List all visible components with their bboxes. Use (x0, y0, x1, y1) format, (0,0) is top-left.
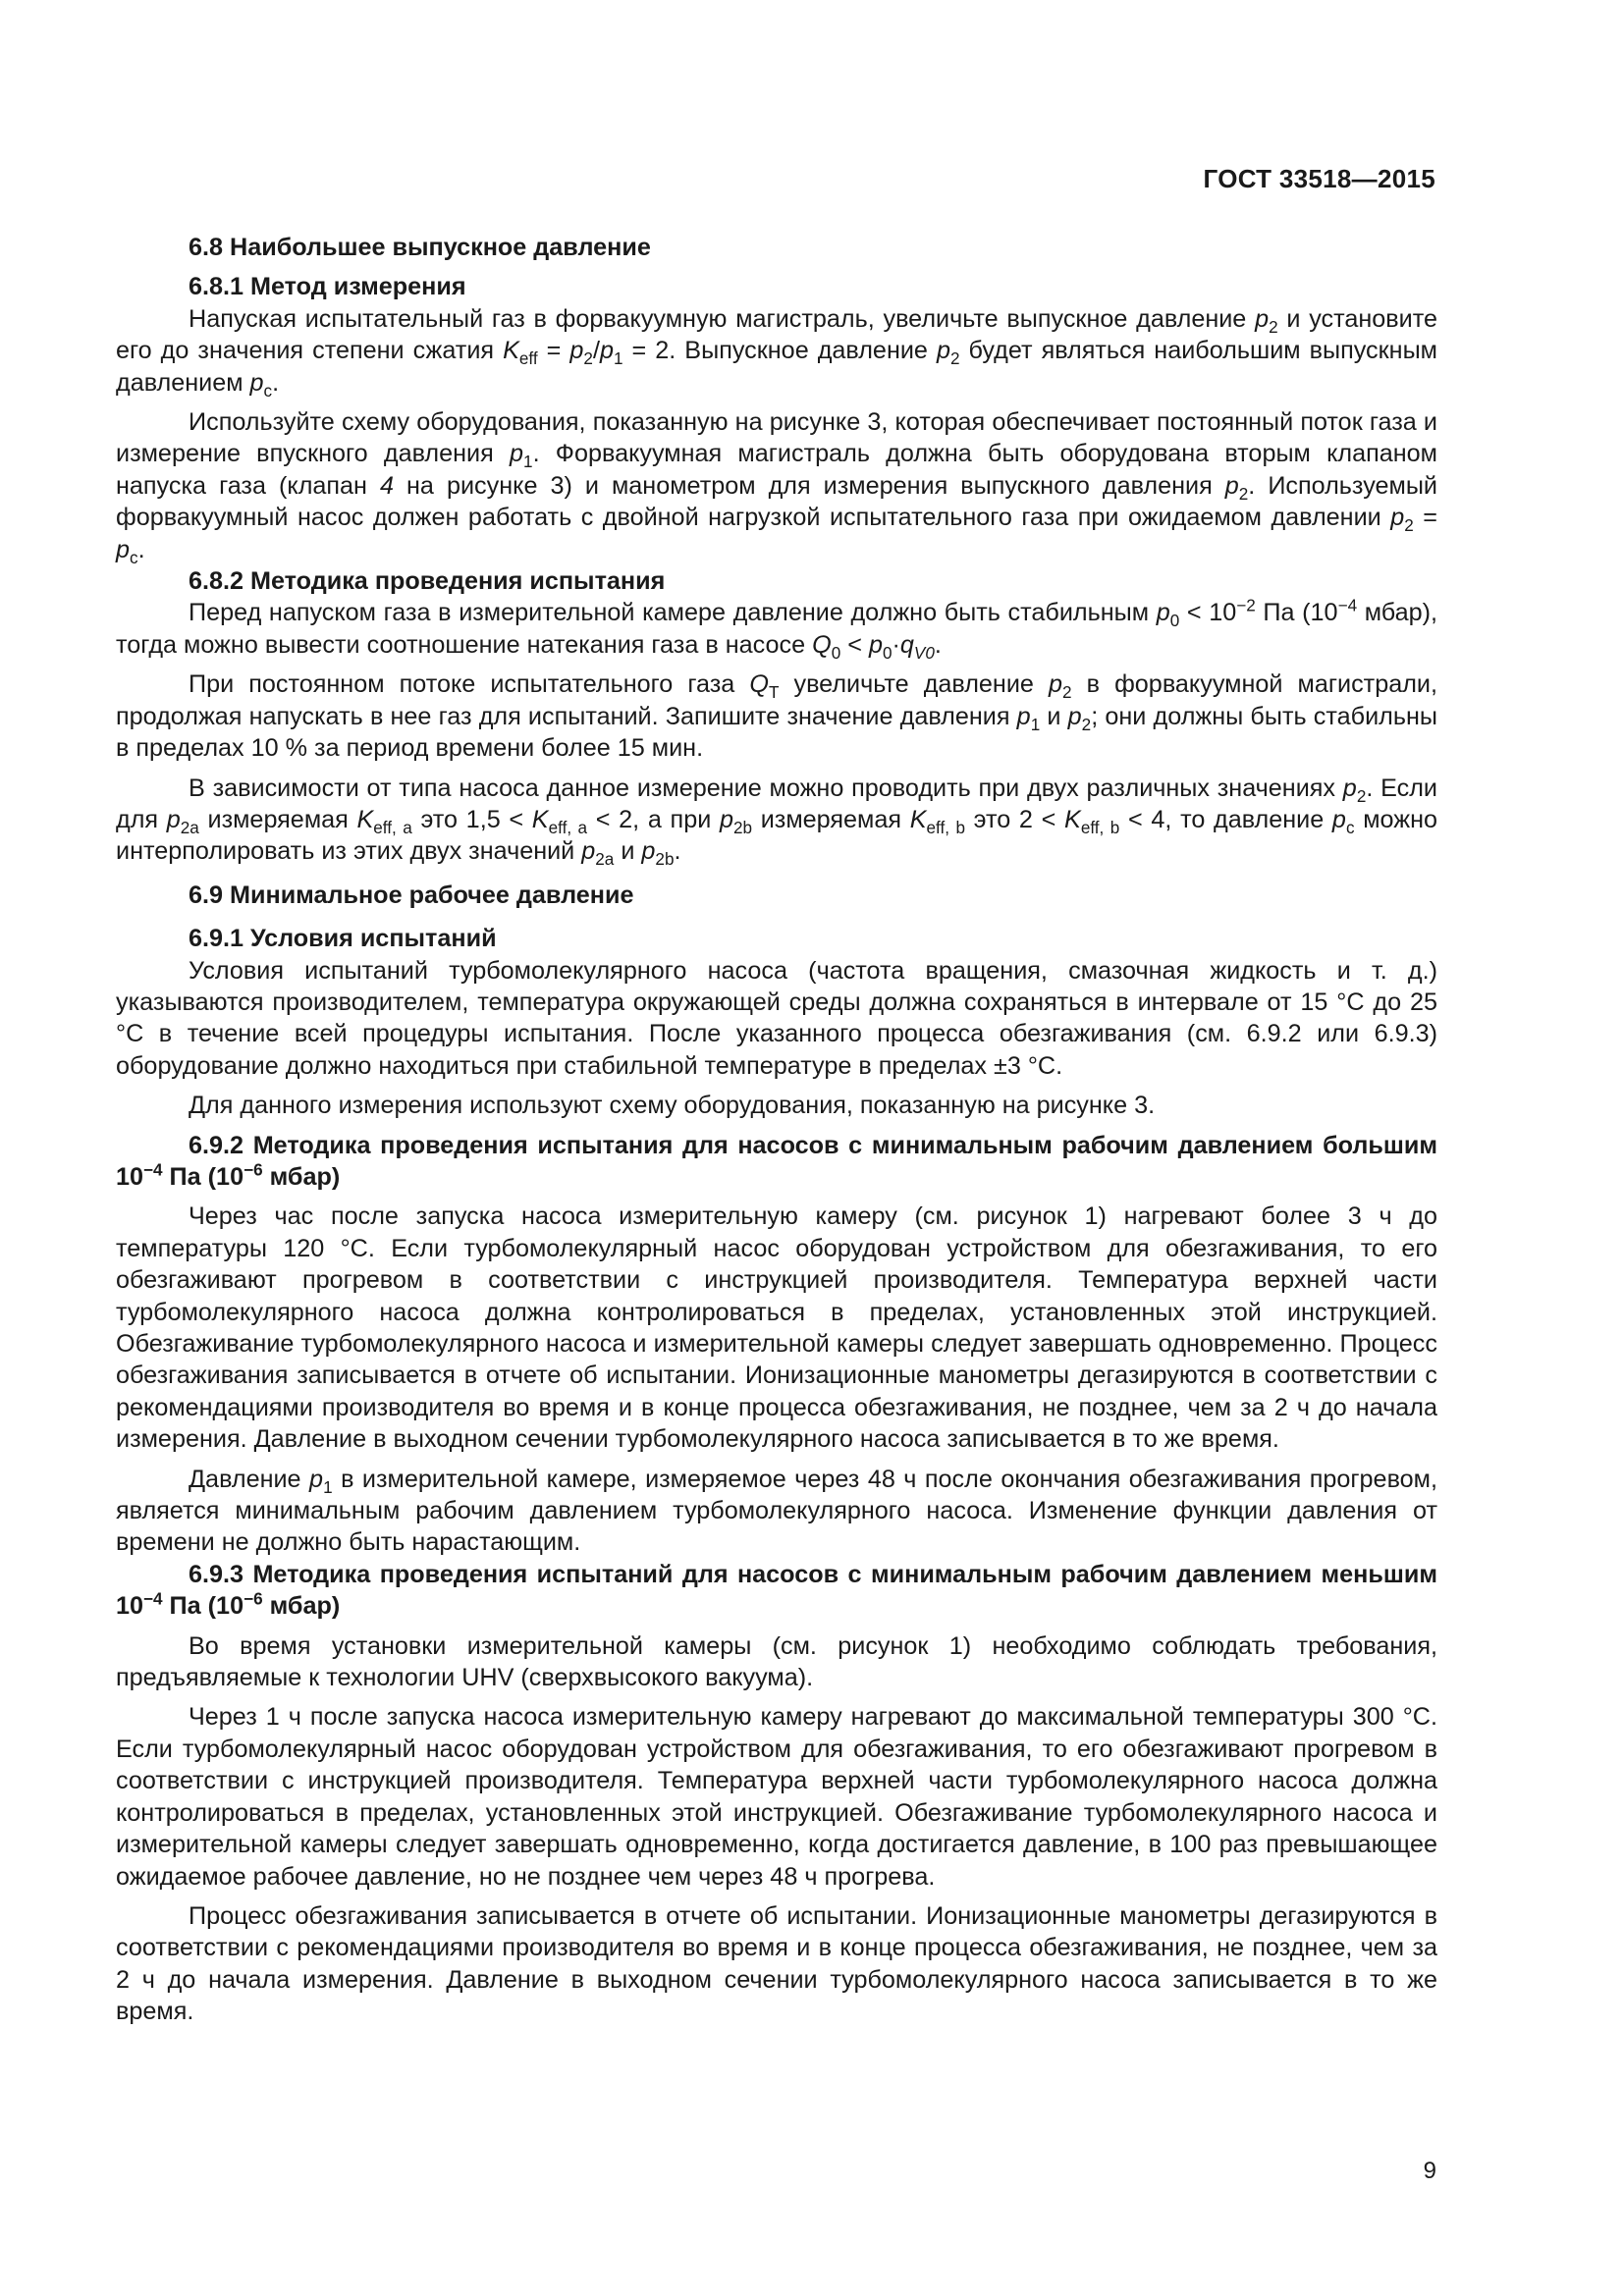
paragraph-6-8-2-1: Перед напуском газа в измерительной камере давление должно быть стабильным $p_0 < 10^{-2}$ Па ($10^{-4}$ мбар), тогда можно вывести соотношение натекания газа в насосе $Q_0 < p_0\cdot q_{V0}$. (116, 596, 1438, 663)
paragraph-6-9-3-2: Через 1 ч после запуска насоса измерительную камеру нагревают до максимальной температуры 300 °С. Если турбомолекулярный насос оборудован устройством для обезгаживания, то его обезгаживают прогревом в соответствии с инструкцией производителя. Температура верхней части турбомолекулярного насоса должна контролироваться в пределах, установленных этой инструкцией. Обезгаживание турбомолекулярного насоса и измерительной камеры следует завершать одновременно, когда достигается давление, в 100 раз превышающее ожидаемое рабочее давление, но не позднее чем через 48 ч прогрева. (116, 1703, 1437, 1891)
paragraph-6-9-2-1: Через час после запуска насоса измерительную камеру (см. рисунок 1) нагревают более 3 ч до температуры 120 °С. Если турбомолекулярный насос оборудован устройством для обезгаживания, то его обезгаживают прогревом в соответствии с инструкцией производителя. Температура верхней части турбомолекулярного насоса должна контролироваться в пределах, установленных этой инструкцией. Обезгаживание турбомолекулярного насоса и измерительной камеры следует завершать одновременно. Процесс обезгаживания записывается в отчете об испытании. Ионизационные манометры дегазируются в соответствии с рекомендациями производителя во время и в конце процесса обезгаживания, не позднее, чем за 2 ч до начала измерения. Давление в выходном сечении турбомолекулярного насоса записывается в то же время. (116, 1202, 1437, 1454)
paragraph-6-9-1-1: Условия испытаний турбомолекулярного насоса (частота вращения, смазочная жидкость и т. д.) указываются производителем, температура окружающей среды должна сохраняться в интервале от 15 °С до 25 °С в течение всей процедуры испытания. После указанного процесса обезгаживания (см. 6.9.2 или 6.9.3) оборудование должно находиться при стабильной температуре в пределах ±3 °С. (116, 956, 1437, 1080)
section-heading-6-9-2: 6.9.2 Методика проведения испытания для насосов с минимальным рабочим давлением большим $10^{-4}$ Па ($10^{-6}$ мбар) (116, 1131, 1437, 1191)
paragraph-6-9-3-1: Во время установки измерительной камеры (см. рисунок 1) необходимо соблюдать требования, предъявляемые к технологии UHV (сверхвысокого вакуума). (116, 1631, 1437, 1692)
paragraph-6-9-3-3: Процесс обезгаживания записывается в отчете об испытании. Ионизационные манометры дегазируются в соответствии с рекомендациями производителя во время и в конце процесса обезгаживания, не позднее, чем за 2 ч до начала измерения. Давление в выходном сечении турбомолекулярного насоса записывается в то же время. (116, 1901, 1437, 2026)
page-number: 9 (1423, 2158, 1436, 2184)
paragraph-6-8-1-2: Используйте схему оборудования, показанную на рисунке 3, которая обеспечивает постоянный поток газа и измерение впускного давления $p_1$. Форвакуумная магистраль должна быть оборудована вторым клапаном напуска газа (клапан 4 на рисунке 3) и манометром для измерения выпускного давления $p_2$. Используемый форвакуумный насос должен работать с двойной нагрузкой испытательного газа при ожидаемом давлении $p_2 = p_с$. (116, 408, 1438, 567)
paragraph-6-9-2-2: Давление $p_1$ в измерительной камере, измеряемое через 48 ч после окончания обезгаживания прогревом, является минимальным рабочим давлением турбомолекулярного насоса. Изменение функции давления от времени не должно быть нарастающим. (116, 1465, 1437, 1557)
paragraph-6-9-1-2: Для данного измерения используют схему оборудования, показанную на рисунке 3. (189, 1092, 1156, 1120)
paragraph-6-8-2-3: В зависимости от типа насоса данное измерение можно проводить при двух различных значениях $p_2$. Если для $p_{2a}$ измеряемая $K_{eff, a}$ это $1,5 < K_{eff, a} < 2$, а при $p_{2b}$ измеряемая $K_{eff, b}$ это $2 < K_{eff, b} < 4$, то давление $p_с$ можно интерполировать из этих двух значений $p_{2a}$ и $p_{2b}$. (116, 774, 1437, 870)
paragraph-6-8-1-1: Напуская испытательный газ в форвакуумную магистраль, увеличьте выпускное давление $p_2$ и установите его до значения степени сжатия $K_{eff} = p_2/p_1 = 2$. Выпускное давление $p_2$ будет являться наибольшим выпускным давлением $p_с$. (116, 304, 1437, 400)
section-heading-6-8-2: 6.8.2 Методика проведения испытания (189, 567, 666, 596)
page-content (116, 232, 1437, 2028)
paragraph-6-8-2-2: При постоянном потоке испытательного газа $Q_T$ увеличьте давление $p_2$ в форвакуумной магистрали, продолжая напускать в нее газ для испытаний. Запишите значение давления $p_1$ и $p_2$; они должны быть стабильны в пределах 10 % за период времени более 15 мин. (116, 670, 1437, 763)
section-heading-6-9-3: 6.9.3 Методика проведения испытаний для насосов с минимальным рабочим давлением меньшим $10^{-4}$ Па ($10^{-6}$ мбар) (116, 1560, 1437, 1621)
section-heading-6-9: 6.9 Минимальное рабочее давление (189, 881, 634, 909)
section-heading-6-9-1: 6.9.1 Условия испытаний (189, 925, 497, 953)
section-heading-6-8-1: 6.8.1 Метод измерения (189, 273, 466, 301)
standard-number: ГОСТ 33518—2015 (1203, 164, 1435, 193)
section-heading-6-8: 6.8 Наибольшее выпускное давление (189, 234, 651, 261)
